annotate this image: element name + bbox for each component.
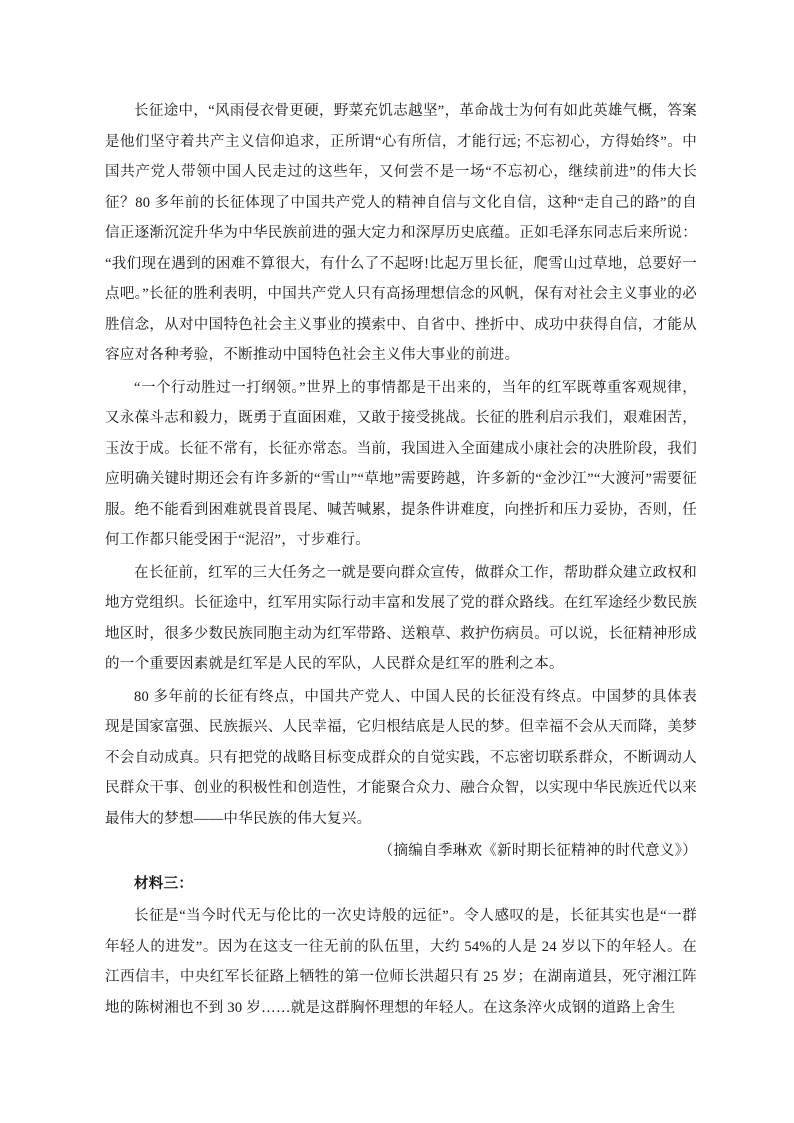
passage-paragraph-3: 在长征前，红军的三大任务之一就是要向群众宣传，做群众工作，帮助群众建立政权和地方党组织。长征途中，红军用实际行动丰富和发展了党的群众路线。在红军途经少数民族地区时，很多少数民族同胞主动为红军带路、送粮草、救护伤病员。可以说，长征精神形成的一个重要因素就是红军是人民的军队，人民群众是红军的胜利之本。 xyxy=(105,564,697,672)
passage-paragraph-5: 长征是“当今时代无与伦比的一次史诗般的远征”。令人感叹的是，长征其实也是“一群年轻人的进发”。因为在这支一往无前的队伍里，大约 54%的人是 24 岁以下的年轻人。在江西信丰，中央红军长征路上牺牲的第一位师长洪超只有 25 岁；在湖南道县，死守湘江阵地的陈树湘也不到 30 岁……就是这群胸怀理想的年轻人。在这条淬火成钢的道路上舍生 xyxy=(105,908,697,1016)
source-attribution: （摘编自季琳欢《新时期长征精神的时代意义》） xyxy=(378,843,697,859)
passage-content xyxy=(105,96,697,1025)
passage-paragraph-4: 80 多年前的长征有终点，中国共产党人、中国人民的长征没有终点。中国梦的具体表现是国家富强、民族振兴、人民幸福，它归根结底是人民的梦。但幸福不会从天而降，美梦不会自动成真。只有把党的战略目标变成群众的自觉实践，不忘密切联系群众，不断调动人民群众干事、创业的积极性和创造性，才能聚合众力、融合众智，以实现中华民族近代以来最伟大的梦想——中华民族的伟大复兴。 xyxy=(105,688,697,827)
passage-paragraph-1: 长征途中，“风雨侵衣骨更硬，野菜充饥志越坚”，革命战士为何有如此英雄气概，答案是他们坚守着共产主义信仰追求，正所谓“心有所信，才能行远; 不忘初心，方得始终”。中国共产党人带领中国人民走过的这些年，又何尝不是一场“不忘初心，继续前进”的伟大长征？80 多年前的长征体现了中国共产党人的精神自信与文化自信，这种“走自己的路”的自信正逐渐沉淀升华为中华民族前进的强大定力和深厚历史底蕴。正如毛泽东同志后来所说：“我们现在遇到的困难不算很大，有什么了不起呀!比起万里长征，爬雪山过草地，总要好一点吧。”长征的胜利表明，中国共产党人只有高扬理想信念的风帆，保有对社会主义事业的必胜信念，从对中国特色社会主义事业的摸索中、自省中、挫折中、成功中获得自信，才能从容应对各种考验，不断推动中国特色社会主义伟大事业的前进。 xyxy=(105,103,697,363)
material-three-heading: 材料三： xyxy=(134,875,194,892)
passage-paragraph-2: “一个行动胜过一打纲领。”世界上的事情都是干出来的，当年的红军既尊重客观规律，又永葆斗志和毅力，既勇于直面困难，又敢于接受挑战。长征的胜利启示我们，艰难困苦，玉汝于成。长征不常有，长征亦常态。当前，我国进入全面建成小康社会的决胜阶段，我们应明确关键时期还会有许多新的“雪山”“草地”需要跨越，许多新的“金沙江”“大渡河”需要征服。绝不能看到困难就畏首畏尾、喊苦喊累，提条件讲难度，向挫折和压力妥协，否则，任何工作都只能受困于“泥沼”，寸步难行。 xyxy=(105,379,697,548)
